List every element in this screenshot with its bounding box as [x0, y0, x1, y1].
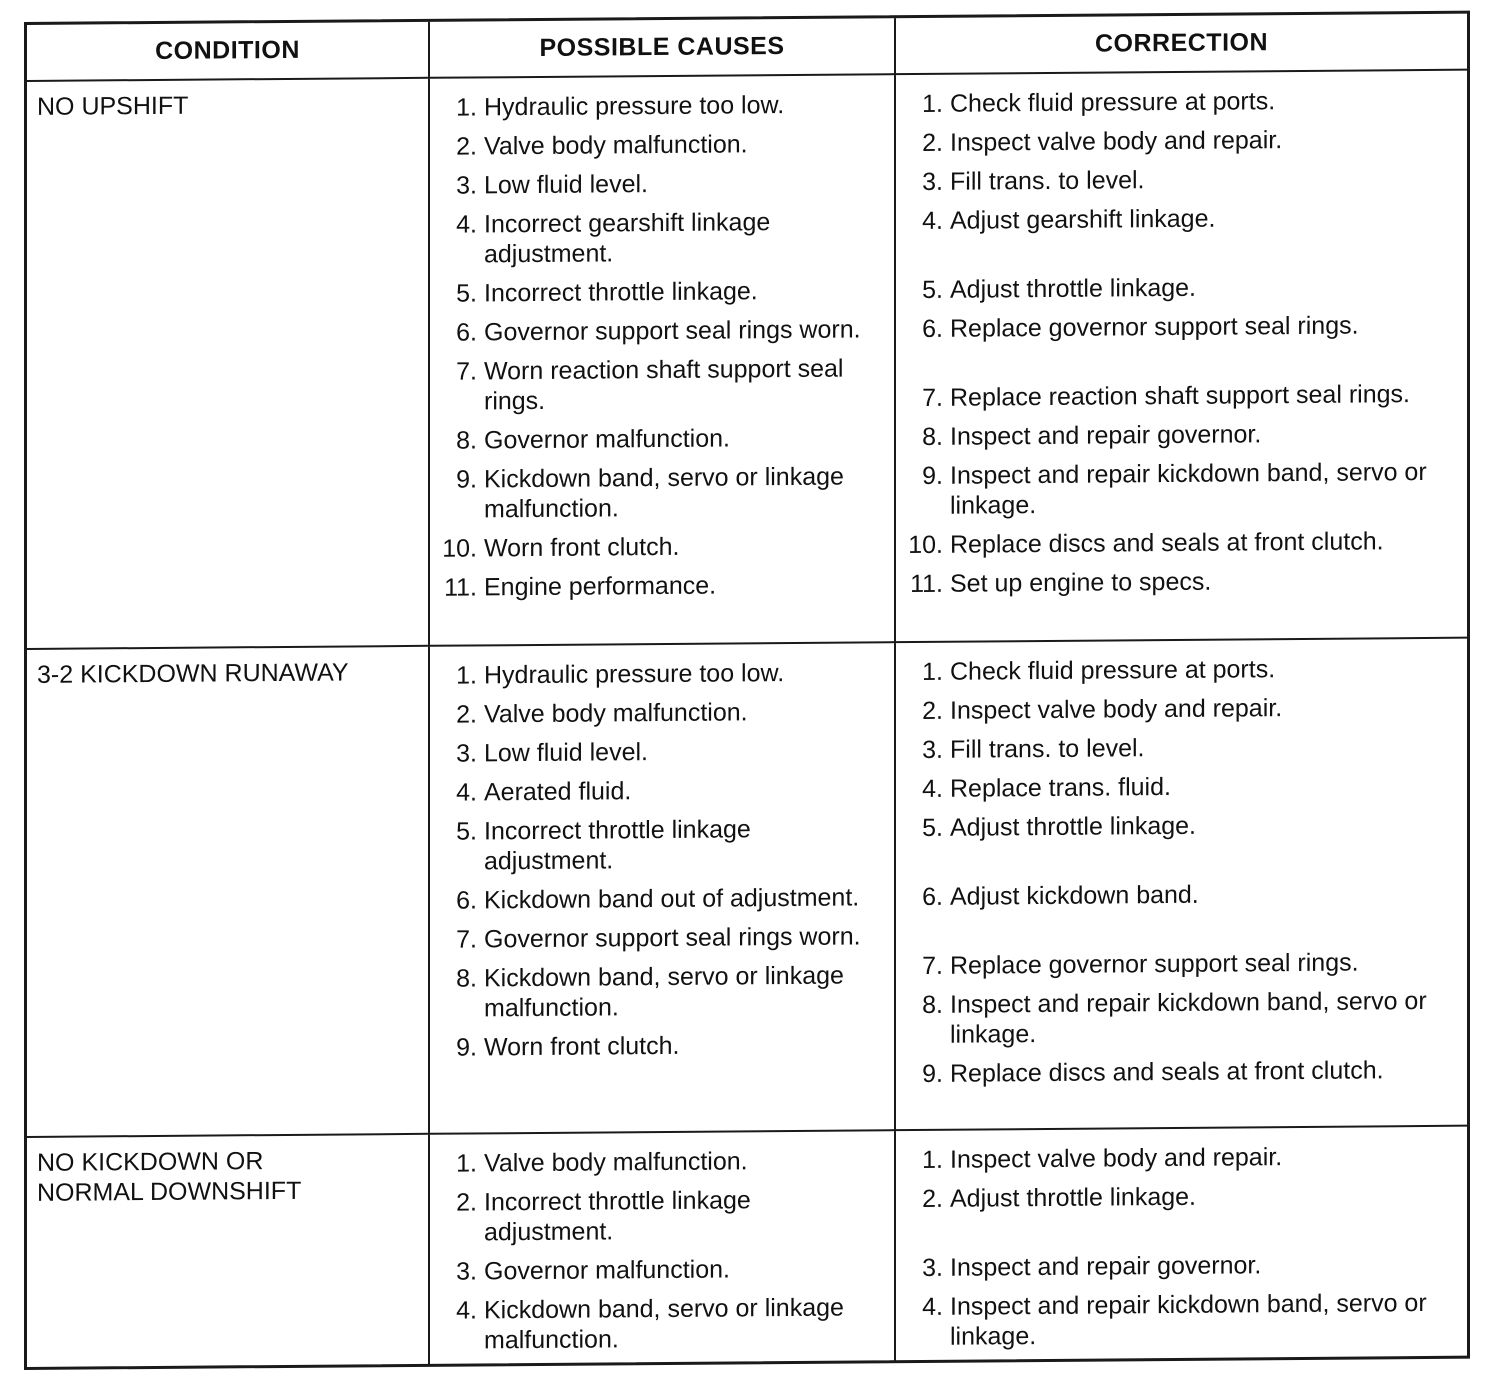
item-number: 2.	[456, 132, 477, 161]
list-item	[906, 1219, 1457, 1283]
list-item	[906, 770, 1457, 804]
item-text: Incorrect throttle linkage.	[484, 277, 758, 308]
item-text: Incorrect gearshift linkage adjustment.	[484, 208, 771, 269]
correction-list	[896, 1127, 1467, 1352]
list-item	[440, 89, 884, 122]
list-item	[440, 657, 884, 690]
list-item	[440, 1253, 884, 1286]
item-number: 3.	[922, 167, 943, 196]
item-text: Inspect and repair governor.	[950, 1251, 1262, 1282]
list-item	[440, 569, 884, 602]
item-number: 1.	[456, 1149, 477, 1178]
condition-text: NO KICKDOWN OR NORMAL DOWNSHIFT	[37, 1147, 302, 1207]
list-item	[440, 1292, 884, 1355]
item-number: 6.	[922, 882, 943, 911]
item-text: Hydraulic pressure too low.	[484, 659, 785, 690]
list-item	[440, 353, 884, 416]
item-number: 7.	[456, 925, 477, 954]
troubleshooting-table	[27, 14, 1467, 1368]
list-item	[440, 461, 884, 524]
item-text: Replace discs and seals at front clutch.	[950, 1056, 1384, 1088]
item-text: Check fluid pressure at ports.	[950, 655, 1276, 686]
list-item	[906, 418, 1457, 452]
item-number: 2.	[922, 696, 943, 725]
item-text: Incorrect throttle linkage adjustment.	[484, 815, 751, 876]
item-text: Adjust throttle linkage.	[950, 811, 1196, 842]
item-number: 4.	[456, 778, 477, 807]
list-item	[906, 1055, 1457, 1089]
causes-cell	[429, 642, 895, 1134]
causes-list	[430, 1131, 894, 1356]
correction-cell	[895, 1126, 1467, 1361]
list-item	[906, 124, 1457, 158]
table-row	[27, 1126, 1467, 1368]
item-text: Adjust kickdown band.	[950, 880, 1199, 911]
list-item	[906, 1141, 1457, 1175]
item-text: Kickdown band out of adjustment.	[484, 883, 860, 915]
list-item	[440, 1184, 884, 1247]
condition-text: 3-2 KICKDOWN RUNAWAY	[37, 658, 349, 689]
item-text: Aerated fluid.	[484, 777, 632, 807]
header-possible-causes: POSSIBLE CAUSES	[429, 18, 895, 78]
correction-list	[896, 639, 1467, 1089]
item-number: 8.	[922, 422, 943, 451]
list-item	[440, 1029, 884, 1062]
item-number: 9.	[456, 1033, 477, 1062]
item-text: Inspect valve body and repair.	[950, 1143, 1283, 1174]
list-item	[440, 314, 884, 347]
item-number: 11.	[910, 569, 943, 599]
list-item	[440, 960, 884, 1023]
item-number: 3.	[456, 1257, 477, 1286]
item-text: Hydraulic pressure too low.	[484, 91, 785, 122]
item-text: Inspect and repair governor.	[950, 420, 1262, 451]
list-item	[906, 202, 1457, 236]
item-text: Worn reaction shaft support seal rings.	[484, 354, 844, 416]
item-number: 3.	[922, 1253, 943, 1282]
list-item	[440, 530, 884, 563]
item-text: Replace discs and seals at front clutch.	[950, 527, 1384, 559]
item-text: Low fluid level.	[484, 170, 648, 200]
item-text: Replace trans. fluid.	[950, 772, 1171, 803]
item-text: Replace reaction shaft support seal rings.	[950, 380, 1410, 412]
list-item	[906, 692, 1457, 726]
item-number: 1.	[456, 661, 477, 690]
item-text: Governor malfunction.	[484, 1255, 730, 1286]
item-number: 4.	[922, 206, 943, 235]
item-text: Valve body malfunction.	[484, 130, 748, 161]
item-number: 5.	[922, 275, 943, 304]
item-number: 10.	[442, 534, 477, 563]
item-number: 2.	[922, 1184, 943, 1213]
list-item	[440, 696, 884, 729]
correction-cell	[895, 638, 1467, 1130]
causes-cell	[429, 74, 895, 646]
item-text: Governor malfunction.	[484, 424, 730, 455]
item-number: 9.	[922, 461, 943, 490]
item-text: Fill trans. to level.	[950, 734, 1145, 764]
list-item	[440, 882, 884, 915]
item-text: Kickdown band, servo or linkage malfunction.	[484, 1293, 844, 1355]
item-text: Kickdown band, servo or linkage malfunction.	[484, 961, 844, 1023]
item-number: 10.	[908, 530, 943, 560]
list-item	[440, 921, 884, 954]
item-number: 4.	[922, 1292, 943, 1321]
item-number: 4.	[456, 210, 477, 239]
correction-cell	[895, 70, 1467, 642]
item-text: Inspect valve body and repair.	[950, 694, 1283, 725]
list-item	[440, 167, 884, 200]
item-text: Inspect and repair kickdown band, servo or linkage.	[950, 986, 1427, 1049]
list-item	[906, 809, 1457, 843]
causes-list	[430, 643, 894, 1063]
item-number: 7.	[922, 951, 943, 980]
item-number: 5.	[456, 817, 477, 846]
item-number: 9.	[922, 1059, 943, 1088]
item-text: Inspect and repair kickdown band, servo or linkage.	[950, 457, 1427, 520]
list-item	[906, 565, 1457, 599]
item-text: Valve body malfunction.	[484, 1147, 748, 1178]
item-text: Adjust throttle linkage.	[950, 273, 1196, 304]
table-row	[27, 70, 1467, 649]
list-item	[440, 275, 884, 308]
item-number: 3.	[456, 739, 477, 768]
condition-cell	[27, 1134, 429, 1368]
list-item	[440, 813, 884, 876]
list-item	[906, 1288, 1457, 1352]
list-item	[906, 653, 1457, 687]
list-item	[906, 986, 1457, 1050]
item-text: Kickdown band, servo or linkage malfunction.	[484, 462, 844, 524]
header-condition: CONDITION	[27, 22, 429, 81]
item-number: 7.	[922, 383, 943, 412]
item-text: Fill trans. to level.	[950, 166, 1145, 196]
list-item	[906, 349, 1457, 413]
item-text: Engine performance.	[484, 571, 717, 602]
item-number: 8.	[922, 990, 943, 1019]
item-text: Adjust gearshift linkage.	[950, 204, 1216, 235]
item-number: 2.	[456, 700, 477, 729]
item-number: 4.	[456, 1296, 477, 1325]
list-item	[440, 422, 884, 455]
list-item	[906, 163, 1457, 197]
item-number: 1.	[456, 93, 477, 122]
causes-cell	[429, 1130, 895, 1365]
item-number: 3.	[922, 735, 943, 764]
item-text: Worn front clutch.	[484, 1031, 680, 1062]
item-number: 6.	[922, 314, 943, 343]
list-item	[906, 917, 1457, 981]
item-number: 8.	[456, 964, 477, 993]
item-text: Check fluid pressure at ports.	[950, 87, 1276, 118]
item-number: 6.	[456, 886, 477, 915]
item-number: 1.	[922, 1145, 943, 1174]
item-number: 7.	[456, 357, 477, 386]
item-number: 5.	[922, 813, 943, 842]
item-number: 5.	[456, 279, 477, 308]
list-item	[440, 774, 884, 807]
item-number: 11.	[444, 573, 477, 602]
item-number: 1.	[922, 657, 943, 686]
item-text: Worn front clutch.	[484, 532, 680, 563]
item-number: 2.	[456, 1188, 477, 1217]
item-text: Low fluid level.	[484, 738, 648, 768]
item-text: Replace governor support seal rings.	[950, 948, 1359, 980]
item-number: 2.	[922, 128, 943, 157]
condition-cell	[27, 78, 429, 649]
troubleshooting-document	[24, 11, 1470, 1370]
item-text: Adjust throttle linkage.	[950, 1182, 1196, 1213]
header-correction: CORRECTION	[895, 14, 1467, 74]
item-text: Governor support seal rings worn.	[484, 315, 861, 347]
item-number: 4.	[922, 774, 943, 803]
list-item	[906, 310, 1457, 344]
list-item	[906, 241, 1457, 305]
item-text: Valve body malfunction.	[484, 698, 748, 729]
list-item	[906, 848, 1457, 912]
item-text: Inspect valve body and repair.	[950, 126, 1283, 157]
item-number: 9.	[456, 465, 477, 494]
condition-cell	[27, 646, 429, 1137]
table-row	[27, 638, 1467, 1137]
list-item	[906, 1180, 1457, 1214]
correction-list	[896, 71, 1467, 599]
condition-text: NO UPSHIFT	[37, 91, 189, 121]
item-number: 1.	[922, 89, 943, 118]
item-text: Replace governor support seal rings.	[950, 311, 1359, 343]
item-number: 3.	[456, 171, 477, 200]
list-item	[906, 731, 1457, 765]
item-text: Incorrect throttle linkage adjustment.	[484, 1186, 751, 1247]
list-item	[906, 85, 1457, 119]
item-text: Governor support seal rings worn.	[484, 922, 861, 954]
list-item	[440, 735, 884, 768]
causes-list	[430, 75, 894, 603]
list-item	[440, 128, 884, 161]
item-text: Inspect and repair kickdown band, servo or linkage.	[950, 1288, 1427, 1351]
item-text: Set up engine to specs.	[950, 567, 1212, 598]
list-item	[906, 526, 1457, 560]
item-number: 8.	[456, 426, 477, 455]
list-item	[440, 206, 884, 269]
list-item	[440, 1145, 884, 1178]
item-number: 6.	[456, 318, 477, 347]
list-item	[906, 457, 1457, 521]
